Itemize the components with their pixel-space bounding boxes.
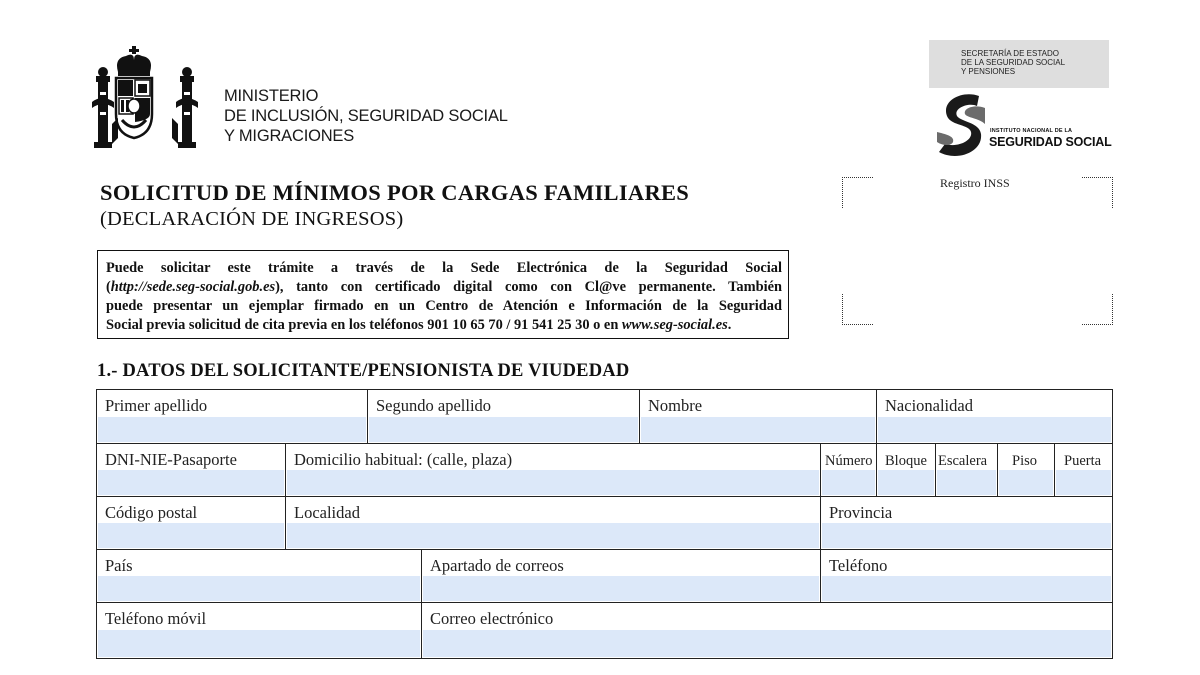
telefono-field[interactable] — [820, 549, 1112, 602]
piso-input[interactable] — [999, 470, 1053, 495]
nombre-field[interactable] — [639, 390, 876, 443]
registro-corner-tr — [1082, 177, 1113, 208]
form-title: SOLICITUD DE MÍNIMOS POR CARGAS FAMILIARES — [100, 180, 690, 205]
bloque-label: Bloque — [885, 453, 927, 469]
pais-label: País — [105, 556, 133, 575]
puerta-label: Puerta — [1064, 453, 1102, 469]
puerta-field[interactable] — [1054, 443, 1112, 496]
seg-social-link[interactable]: www.seg-social.es — [621, 317, 728, 333]
movil-label: Teléfono móvil — [105, 609, 207, 628]
numero-input[interactable] — [822, 470, 875, 495]
primer-apellido-label: Primer apellido — [105, 396, 208, 415]
secretaria-line-1: SECRETARÍA DE ESTADO — [961, 49, 1059, 58]
domicilio-input[interactable] — [287, 470, 819, 495]
apartado-input[interactable] — [423, 576, 819, 601]
domicilio-field[interactable] — [285, 443, 820, 496]
provincia-input[interactable] — [822, 523, 1111, 548]
apartado-label: Apartado de correos — [430, 556, 564, 575]
numero-label: Número — [825, 453, 873, 469]
nombre-input[interactable] — [641, 417, 875, 442]
notice-box — [97, 250, 789, 339]
dni-field[interactable] — [97, 443, 285, 496]
escalera-label: Escalera — [938, 453, 988, 469]
localidad-field[interactable] — [285, 496, 820, 549]
nacionalidad-label: Nacionalidad — [885, 396, 973, 415]
spain-coat-of-arms-logo — [92, 42, 200, 158]
localidad-label: Localidad — [294, 503, 360, 522]
segundo-apellido-label: Segundo apellido — [376, 396, 492, 415]
correo-label: Correo electrónico — [430, 609, 554, 628]
form-subtitle: (DECLARACIÓN DE INGRESOS) — [100, 208, 404, 230]
ministry-name — [224, 86, 508, 146]
secretaria-banner — [929, 40, 1109, 88]
telefono-label: Teléfono — [829, 556, 888, 575]
puerta-input[interactable] — [1056, 470, 1111, 495]
notice-line-4-pre: Social previa solicitud de cita previa en los teléfonos 901 10 65 70 / 91 541 25 30 o en — [106, 317, 622, 333]
bloque-field[interactable] — [876, 443, 935, 496]
telefono-input[interactable] — [822, 576, 1111, 601]
segundo-apellido-input[interactable] — [369, 417, 638, 442]
institute-name: SEGURIDAD SOCIAL — [989, 135, 1112, 149]
primer-apellido-input[interactable] — [98, 417, 366, 442]
registro-corner-br — [1082, 294, 1113, 325]
apartado-field[interactable] — [421, 549, 820, 602]
nacionalidad-field[interactable] — [876, 390, 1112, 443]
dni-input[interactable] — [98, 470, 284, 495]
seguridad-social-logo-icon — [935, 92, 989, 158]
institute-small-label: INSTITUTO NACIONAL DE LA — [990, 128, 1073, 134]
piso-label: Piso — [1012, 453, 1037, 469]
registro-label: Registro INSS — [940, 176, 1010, 190]
pais-field[interactable] — [97, 549, 421, 602]
codigo-postal-input[interactable] — [98, 523, 284, 548]
codigo-postal-field[interactable] — [97, 496, 285, 549]
numero-field[interactable] — [820, 443, 876, 496]
provincia-label: Provincia — [829, 503, 893, 522]
bloque-input[interactable] — [878, 470, 934, 495]
section-1-title: 1.- DATOS DEL SOLICITANTE/PENSIONISTA DE VIUDEDAD — [97, 361, 630, 381]
notice-line-1: Puede solicitar este trámite a través de la Sede Electrónica de la Seguridad Social — [106, 260, 782, 276]
notice-line-2-rest: ), tanto con certificado digital como con Cl@ve permanente. También — [275, 279, 782, 295]
notice-line-4-end: . — [727, 317, 732, 333]
ministry-line-2: DE INCLUSIÓN, SEGURIDAD SOCIAL — [224, 107, 508, 125]
escalera-field[interactable] — [935, 443, 997, 496]
segundo-apellido-field[interactable] — [367, 390, 639, 443]
domicilio-label: Domicilio habitual: (calle, plaza) — [294, 450, 513, 469]
provincia-field[interactable] — [820, 496, 1112, 549]
sede-link[interactable]: http://sede.seg-social.gob.es — [110, 279, 276, 295]
secretaria-line-2: DE LA SEGURIDAD SOCIAL — [961, 58, 1066, 67]
movil-field[interactable] — [97, 602, 421, 658]
escalera-input[interactable] — [937, 470, 996, 495]
dni-label: DNI-NIE-Pasaporte — [105, 450, 237, 469]
movil-input[interactable] — [98, 630, 420, 657]
registro-corner-tl — [842, 177, 873, 208]
piso-field[interactable] — [997, 443, 1054, 496]
nombre-label: Nombre — [648, 396, 703, 415]
nacionalidad-input[interactable] — [878, 417, 1111, 442]
ministry-line-1: MINISTERIO — [224, 87, 319, 105]
pais-input[interactable] — [98, 576, 420, 601]
codigo-postal-label: Código postal — [105, 503, 198, 522]
correo-input[interactable] — [423, 630, 1111, 657]
ministry-line-3: Y MIGRACIONES — [224, 127, 355, 145]
primer-apellido-field[interactable] — [97, 390, 367, 443]
notice-line-2: (http://sede.seg-social.gob.es), tanto con certificado digital como con Cl@ve permanente. También — [106, 279, 782, 295]
notice-line-3: puede presentar un ejemplar firmado en un Centro de Atención e Información de la Seguridad — [106, 298, 782, 314]
correo-field[interactable] — [421, 602, 1112, 658]
notice-line-4 — [106, 316, 782, 335]
localidad-input[interactable] — [287, 523, 819, 548]
secretaria-line-3: Y PENSIONES — [961, 67, 1016, 76]
applicant-data-form — [96, 389, 1113, 659]
registro-corner-bl — [842, 294, 873, 325]
